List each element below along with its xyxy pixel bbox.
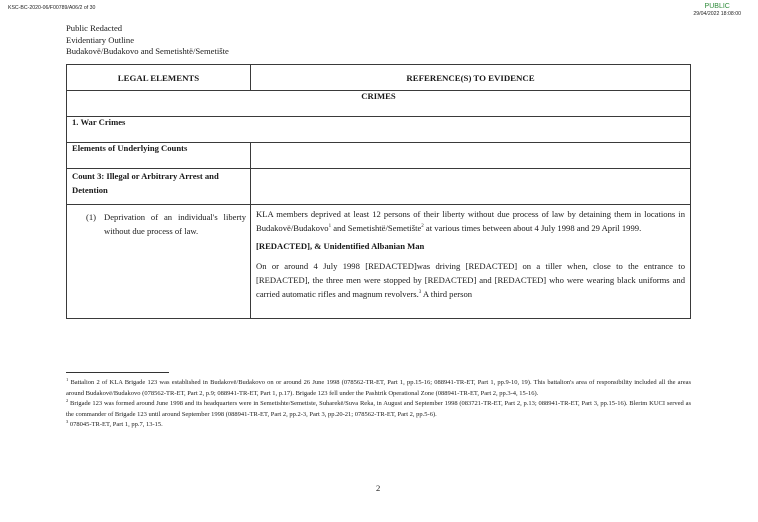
document-header — [66, 23, 229, 58]
document-reference: KSC-BC-2020-06/F00789/A06/2 of 30 — [8, 5, 96, 11]
evidence-paragraph-2: On or around 4 July 1998 [REDACTED]was driving [REDACTED] on a tiller when, close to the entrance to [REDACTED], the three men were stopped by [REDACTED] and [REDACTED] who were wearing black uniforms and carried automatic rifles and magnum revolvers.$^3$ A third person — [256, 260, 685, 300]
footnote-ref-3[interactable]: 3 — [418, 290, 422, 296]
evidence-header: REFERENCE(S) TO EVIDENCE — [251, 65, 691, 91]
footnote-ref-2[interactable]: 2 — [421, 224, 424, 230]
page-number: 2 — [376, 483, 381, 493]
footnote-3: $^3$ 078045-TR-ET, Part 1, pp.7, 13-15. — [66, 419, 163, 429]
footnote-2: $^2$ Brigade 123 was formed around June 1998 and its headquarters were in Semetishte/Semetiste, Suharekë/Suva Reka, in August and September 1998 (083721-TR-ET, Part 2, p.13; 088941-TR-ET, Part 3, pp.15-16). Blerim KUCI served as the commander of Brigade 123 until around September 1998 (088941-TR-ET, Part 2, pp.2-3, Part 3, pp.20-21; 078562-TR-ET, Part 2, pp.5-6). — [66, 398, 691, 418]
elements-evidence-cell — [251, 143, 691, 169]
legal-elements-header: LEGAL ELEMENTS — [67, 65, 251, 91]
classification-label: PUBLIC — [704, 3, 730, 10]
element-item-cell — [67, 205, 251, 319]
count-row — [67, 169, 691, 205]
element-item-text: Deprivation of an individual's liberty without due process of law. — [104, 212, 246, 236]
crimes-row — [67, 91, 691, 117]
elements-row — [67, 143, 691, 169]
war-crimes-label: 1. War Crimes — [67, 117, 691, 143]
header-line-redacted: Public Redacted — [66, 23, 123, 33]
element-item-number: (1) — [86, 212, 97, 222]
evidence-paragraph-1: KLA members deprived at least 12 persons of their liberty without due process of law by detaining them in locations in Budakovë/Budakovo$^1$ and Semetishtë/Semetište$^2$ at various times between about 4 July 1998 and 29 April 1999. — [256, 209, 685, 234]
filing-stamp — [693, 3, 741, 18]
footnote-ref-1[interactable]: 1 — [328, 224, 332, 230]
elements-label: Elements of Underlying Counts — [67, 143, 251, 169]
count-label: Count 3: Illegal or Arbitrary Arrest and Detention — [67, 169, 251, 205]
evidentiary-table — [66, 64, 691, 319]
crimes-label: CRIMES — [67, 91, 691, 117]
header-line-locations: Budakovë/Budakovo and Semetishtë/Semetište — [66, 46, 229, 57]
filing-timestamp: 29/04/2022 18:08:00 — [693, 11, 741, 17]
footnotes — [66, 378, 691, 431]
header-line-outline: Evidentiary Outline — [66, 34, 135, 45]
count-evidence-cell — [251, 169, 691, 205]
footnote-divider — [66, 372, 169, 373]
element-item-row — [67, 205, 691, 319]
evidence-subheading: [REDACTED], & Unidentified Albanian Man — [256, 241, 425, 252]
evidence-cell — [251, 205, 691, 319]
table-header-row — [67, 65, 691, 91]
footnote-1: $^1$ Battalion 2 of KLA Brigade 123 was established in Budakovë/Budakovo on or around 26 June 1998 (078562-TR-ET, Part 1, pp.15-16; 088941-TR-ET, Part 1, pp.9-10, 19). This battalion's area of responsibility included all the areas around Budakovë/Budakovo (078562-TR-ET, Part 2, p.9; 088941-TR-ET, Part 1, p.17). Brigade 123 fell under the Pashtrik Operational Zone (088941-TR-ET, Part 2, pp.3-4, 15-16). — [66, 376, 691, 397]
war-crimes-row — [67, 117, 691, 143]
